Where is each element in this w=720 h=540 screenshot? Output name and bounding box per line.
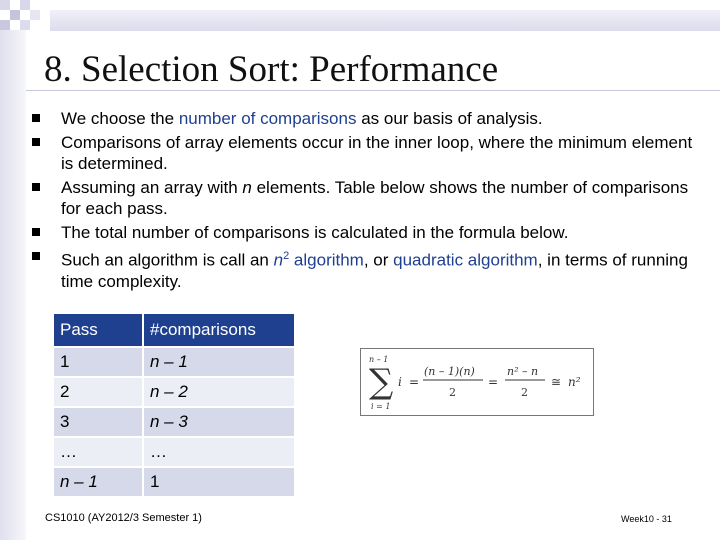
cell-comparisons: 1 (143, 467, 294, 496)
bullet-item: We choose the number of comparisons as our basis of analysis. (32, 108, 702, 129)
bullet-list (32, 108, 702, 295)
bullet-square-icon (32, 183, 40, 191)
cell-pass: 1 (54, 347, 143, 377)
cell-pass: 2 (54, 377, 143, 407)
slide-title: 8. Selection Sort: Performance (44, 49, 499, 90)
fraction2-denominator: 2 (521, 386, 528, 399)
column-header-pass: Pass (54, 314, 143, 347)
cell-comparisons: n – 2 (143, 377, 294, 407)
fraction1-numerator: (n – 1)(n) (424, 365, 475, 378)
bullet-square-icon (32, 228, 40, 236)
table-row (54, 347, 294, 377)
header-band (50, 10, 720, 31)
sum-body: i (398, 375, 402, 389)
table-row (54, 407, 294, 437)
table-row (54, 467, 294, 496)
bullet-item: The total number of comparisons is calculated in the formula below. (32, 222, 702, 243)
equals-sign: = (409, 375, 420, 389)
table-header-row (54, 314, 294, 347)
bullet-item: Comparisons of array elements occur in the inner loop, where the minimum element is determined. (32, 132, 702, 174)
footer-course: CS1010 (AY2012/3 Semester 1) (45, 512, 202, 524)
cell-comparisons: n – 3 (143, 407, 294, 437)
bullet-item: Assuming an array with n elements. Table below shows the number of comparisons for each pass. (32, 177, 702, 219)
footer-page-number: Week10 - 31 (621, 514, 672, 524)
cell-comparisons: … (143, 437, 294, 467)
fraction1-denominator: 2 (449, 386, 456, 399)
equals-sign: = (488, 375, 499, 389)
cell-pass: n – 1 (54, 467, 143, 496)
summation-formula-box (360, 348, 594, 416)
sigma-icon: ∑ (369, 362, 394, 402)
formula-result: n² (568, 375, 581, 389)
column-header-comparisons: #comparisons (143, 314, 294, 347)
summation-formula (361, 349, 593, 415)
comparisons-table (54, 314, 294, 496)
table-row (54, 437, 294, 467)
fraction2-numerator: n² – n (507, 365, 539, 378)
sum-upper-limit: n – 1 (369, 355, 389, 364)
bullet-square-icon (32, 252, 40, 260)
sidebar-band (0, 30, 26, 540)
table-row (54, 377, 294, 407)
highlight-text: number of comparisons (178, 109, 357, 128)
cell-pass: 3 (54, 407, 143, 437)
sum-lower-limit: i = 1 (371, 402, 391, 411)
approx-sign: ≅ (551, 375, 562, 389)
cell-pass: … (54, 437, 143, 467)
cell-comparisons: n – 1 (143, 347, 294, 377)
bullet-square-icon (32, 114, 40, 122)
bullet-item: Such an algorithm is call an $n^2$ algorithm, or quadratic algorithm, in terms of running time complexity. (32, 246, 702, 292)
bullet-square-icon (32, 138, 40, 146)
